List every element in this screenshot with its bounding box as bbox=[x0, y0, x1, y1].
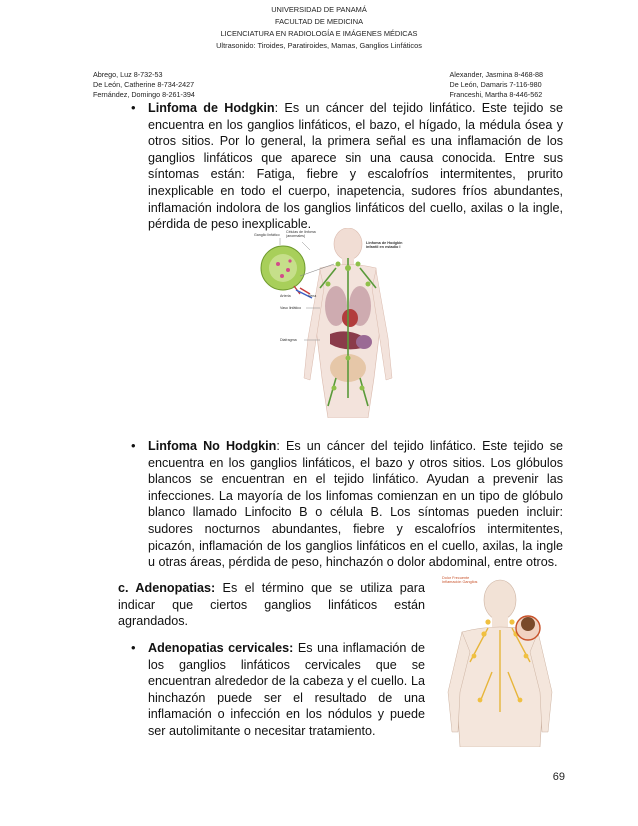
cervicales-term: Adenopatias cervicales: bbox=[148, 641, 294, 655]
label-arteria: Arteria bbox=[280, 294, 291, 298]
author: Abrego, Luz 8-732-53 bbox=[93, 70, 163, 79]
adenopatias-term: c. Adenopatias: bbox=[118, 581, 216, 595]
hodgkin-text: : Es un cáncer del tejido linfático. Este tejido se encuentra en los ganglios linfáticos, el bazo, el hígado, la médula ósea y otros sitios. Por lo general, la primera señal es una inflamación de los ganglios linfáticos que aparece sin una causa conocida. Entre sus síntomas están: Fatiga, fiebre y escalofríos intermitentes, prurito inexplicable en todo el cuerpo, inapetencia, sudores fríos abundantes, inflamación indolora de los ganglios linfáticos del cuello, axilas o la ingle, pérdida de peso inexplicable. bbox=[148, 101, 563, 232]
label-vena: Vena bbox=[308, 294, 317, 298]
author: De León, Damaris 7-116-980 bbox=[449, 80, 542, 89]
hodgkin-paragraph bbox=[131, 100, 563, 233]
hodgkin-anatomy-figure bbox=[250, 228, 408, 418]
authors-left bbox=[93, 70, 195, 100]
bullet-icon: • bbox=[131, 100, 136, 115]
header-university: UNIVERSIDAD DE PANAMÁ bbox=[271, 5, 367, 14]
author: De León, Catherine 8-734-2427 bbox=[93, 80, 195, 89]
cervicales-paragraph bbox=[131, 640, 425, 740]
author: Franceshi, Martha 8-446-562 bbox=[449, 90, 543, 99]
figure2-title: Dolor Frecuente Inflamación Ganglios bbox=[442, 576, 478, 584]
cervical-nodes-figure bbox=[440, 572, 560, 747]
bullet-icon: • bbox=[131, 438, 136, 453]
header-subject: Ultrasonido: Tiroides, Paratiroides, Mamas, Ganglios Linfáticos bbox=[216, 41, 422, 50]
label-ganglio: Ganglio linfático bbox=[254, 233, 280, 237]
author: Alexander, Jasmina 8-468-88 bbox=[449, 70, 543, 79]
authors-right bbox=[450, 70, 544, 100]
label-celulas: Células de linfoma (anormales) bbox=[286, 230, 316, 238]
header-faculty: FACULTAD DE MEDICINA bbox=[274, 17, 363, 26]
neck-illustration bbox=[440, 572, 560, 747]
no-hodgkin-term: Linfoma No Hodgkin bbox=[148, 439, 277, 453]
page-number: 69 bbox=[552, 771, 565, 783]
body-illustration bbox=[250, 228, 408, 418]
cervicales-text: Es una inflamación de los ganglios linfáticos cervicales que se encuentran alrededor de la cabeza y el cuello. La hinchazón puede ser el resultado de una inflamación o infección en los nódulos y puede ser autolimitante o necesitar tratamiento. bbox=[148, 641, 425, 738]
bullet-icon: • bbox=[131, 640, 136, 655]
no-hodgkin-paragraph bbox=[131, 438, 563, 571]
label-vaso: Vaso linfático bbox=[280, 306, 302, 310]
hodgkin-term: Linfoma de Hodgkin bbox=[148, 101, 275, 115]
header-degree: LICENCIATURA EN RADIOLOGÍA E IMÁGENES MÉDICAS bbox=[220, 29, 418, 38]
adenopatias-text: Es el término que se utiliza para indicar que ciertos ganglios linfáticos están agrandados. bbox=[118, 581, 426, 629]
label-diafragma: Diafragma bbox=[280, 338, 297, 342]
adenopatias-paragraph bbox=[118, 580, 425, 630]
author: Fernández, Domingo 8-261-394 bbox=[93, 90, 195, 99]
figure1-title: Linfoma de Hodgkin infantil en estadio I bbox=[366, 241, 403, 249]
no-hodgkin-text: : Es un cáncer del tejido linfático. Este tejido se encuentra en los ganglios linfáticos, el bazo y otros sitios. Los glóbulos blancos se encuentran en el tejido linfático. Ayudan a prevenir las infecciones. La mayoría de los linfomas comienzan en un tipo de glóbulo blanco llamado Linfocito B o célula B. Los síntomas pueden incluir: sudores nocturnos abundantes, fiebre y escalofríos intermitentes, picazón, inflamación de los ganglios linfáticos en el cuello, axilas, la ingle u otras áreas, pérdida de peso, hinchazón o dolor abdominal, entre otros. bbox=[148, 439, 563, 570]
